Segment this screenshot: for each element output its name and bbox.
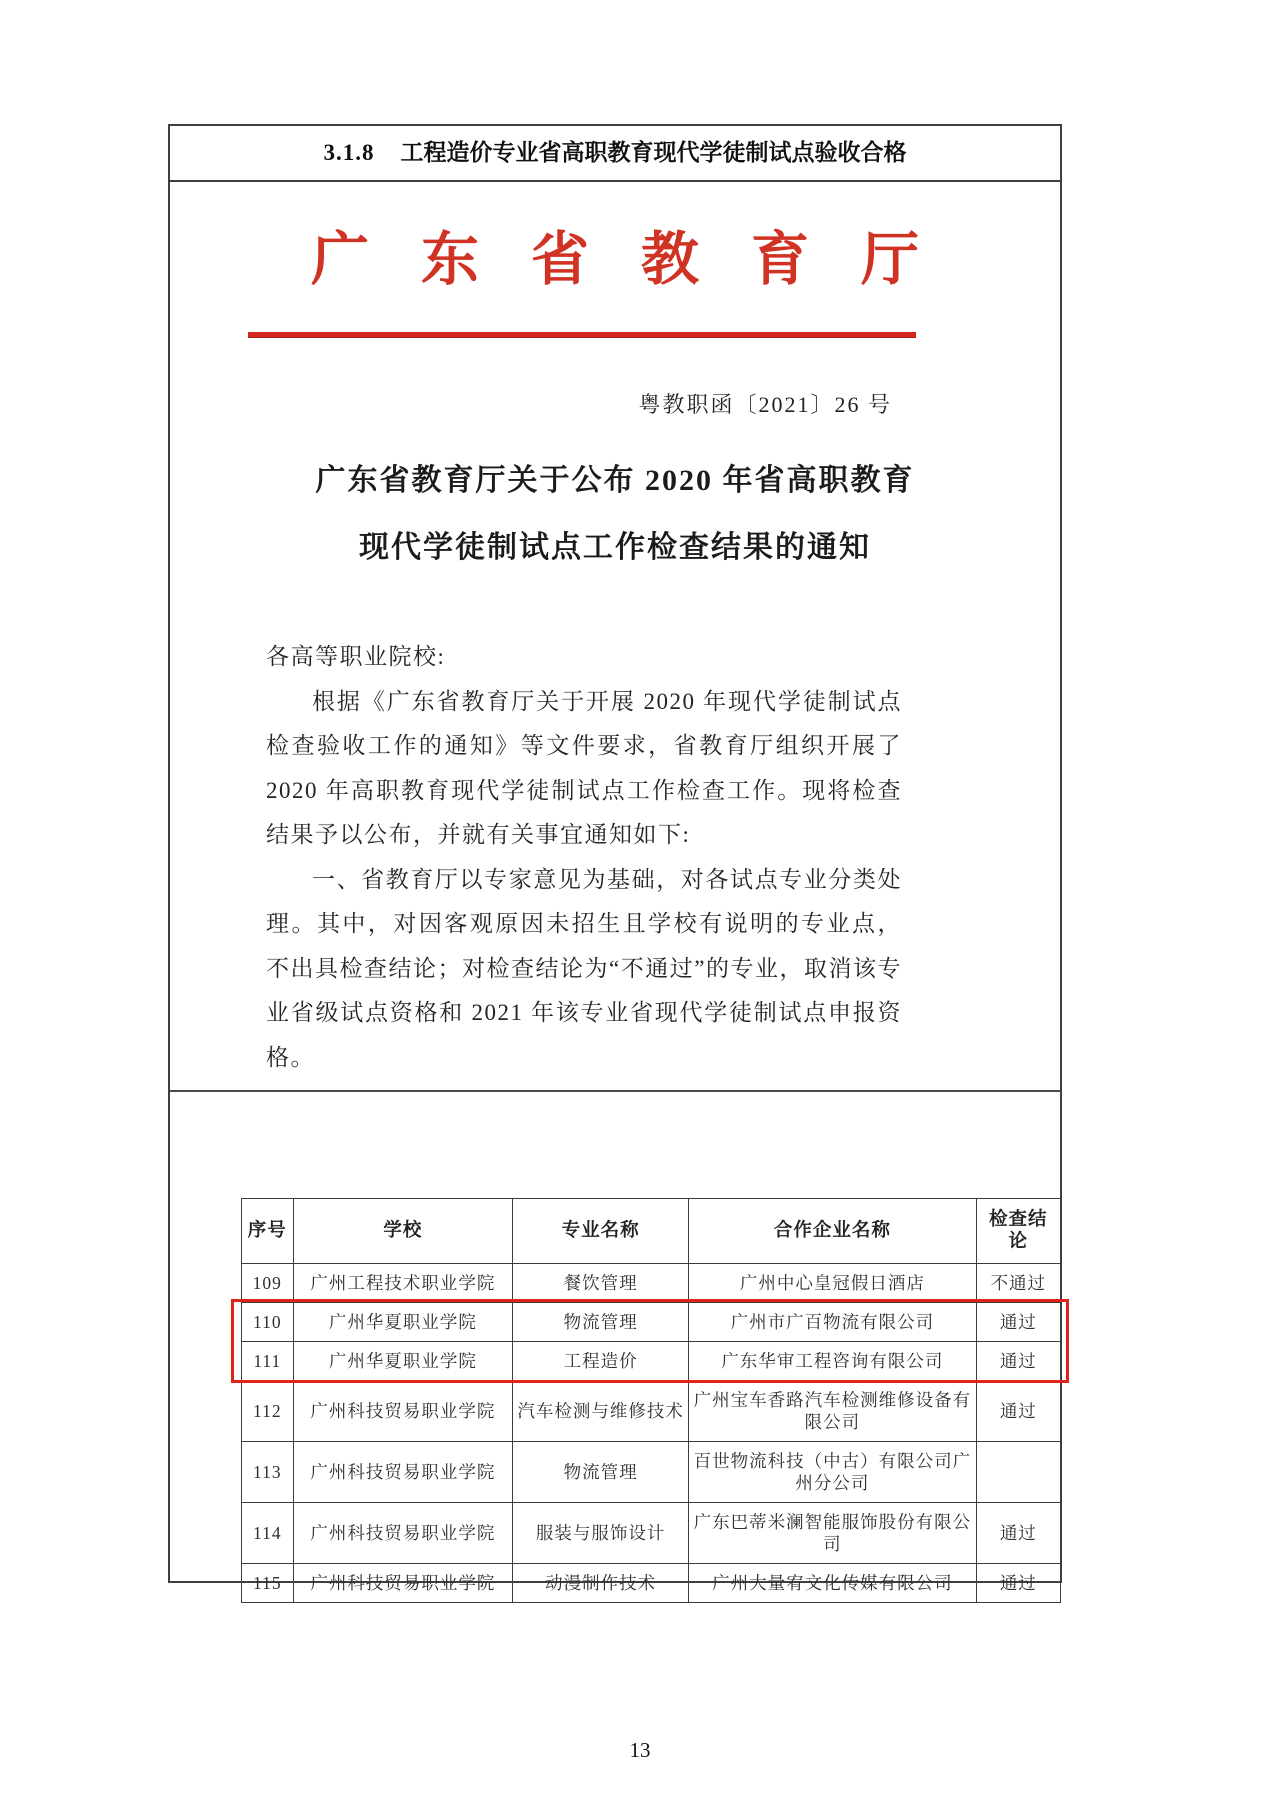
cell-major: 工程造价 xyxy=(513,1342,689,1381)
cell-major: 动漫制作技术 xyxy=(513,1564,689,1603)
table-row xyxy=(242,1564,1061,1603)
cell-company: 广东巴蒂米澜智能服饰股份有限公司 xyxy=(689,1503,976,1564)
cell-result: 通过 xyxy=(976,1342,1060,1381)
cell-school: 广州华夏职业学院 xyxy=(293,1342,512,1381)
cell-school: 广州华夏职业学院 xyxy=(293,1303,512,1342)
cell-company: 广州大量宥文化传媒有限公司 xyxy=(689,1564,976,1603)
document-number: 粤教职函〔2021〕26 号 xyxy=(638,392,892,417)
results-table-body xyxy=(242,1264,1061,1603)
section-number: 3.1.8 xyxy=(323,140,375,165)
cell-result: 通过 xyxy=(976,1564,1060,1603)
cell-index: 112 xyxy=(242,1381,294,1442)
cell-major: 餐饮管理 xyxy=(513,1264,689,1303)
cell-result: 不通过 xyxy=(976,1264,1060,1303)
scan-divider-line xyxy=(170,1090,1060,1092)
cell-index: 111 xyxy=(242,1342,294,1381)
page-number: 13 xyxy=(629,1738,651,1762)
cell-major: 汽车检测与维修技术 xyxy=(513,1381,689,1442)
column-header-result: 检查结论 xyxy=(976,1199,1060,1264)
table-header-row xyxy=(242,1199,1061,1264)
table-row xyxy=(242,1303,1061,1342)
cell-school: 广州科技贸易职业学院 xyxy=(293,1503,512,1564)
table-row xyxy=(242,1264,1061,1303)
paragraph-1: 根据《广东省教育厅关于开展 2020 年现代学徒制试点检查验收工作的通知》等文件要求，省教育厅组织开展了 2020 年高职教育现代学徒制试点工作检查工作。现将检查结果予以公布，并就有关事宜通知如下: xyxy=(266,688,902,847)
table-row xyxy=(242,1342,1061,1381)
salutation: 各高等职业院校: xyxy=(266,644,446,669)
letterhead-agency-name: 广东省教育厅 xyxy=(310,227,971,292)
cell-major: 物流管理 xyxy=(513,1303,689,1342)
cell-school: 广州科技贸易职业学院 xyxy=(293,1381,512,1442)
cell-index: 113 xyxy=(242,1442,294,1503)
document-frame xyxy=(168,124,1062,1593)
cell-company: 广州宝车香路汽车检测维修设备有限公司 xyxy=(689,1381,976,1442)
notice-title-line2: 现代学徒制试点工作检查结果的通知 xyxy=(359,531,871,564)
cell-school: 广州工程技术职业学院 xyxy=(293,1264,512,1303)
cell-company: 广东华审工程咨询有限公司 xyxy=(689,1342,976,1381)
cell-major: 物流管理 xyxy=(513,1442,689,1503)
notice-body xyxy=(266,635,902,1080)
cell-school: 广州科技贸易职业学院 xyxy=(293,1442,512,1503)
column-header-major: 专业名称 xyxy=(513,1199,689,1264)
cell-result: 通过 xyxy=(976,1381,1060,1442)
cell-index: 110 xyxy=(242,1303,294,1342)
cell-result xyxy=(976,1442,1060,1503)
cell-result: 通过 xyxy=(976,1303,1060,1342)
column-header-company: 合作企业名称 xyxy=(689,1199,976,1264)
cell-company: 广州市广百物流有限公司 xyxy=(689,1303,976,1342)
cell-result: 通过 xyxy=(976,1503,1060,1564)
results-table-container xyxy=(241,1198,1061,1603)
table-row xyxy=(242,1381,1061,1442)
cell-index: 114 xyxy=(242,1503,294,1564)
table-row xyxy=(242,1442,1061,1503)
cell-company: 广州中心皇冠假日酒店 xyxy=(689,1264,976,1303)
section-heading xyxy=(170,126,1060,182)
column-header-index: 序号 xyxy=(242,1199,294,1264)
cell-company: 百世物流科技（中古）有限公司广州分公司 xyxy=(689,1442,976,1503)
paragraph-2: 一、省教育厅以专家意见为基础，对各试点专业分类处理。其中，对因客观原因未招生且学校有说明的专业点，不出具检查结论；对检查结论为“不通过”的专业，取消该专业省级试点资格和 2021 年该专业省现代学徒制试点申报资格。 xyxy=(266,866,902,1070)
results-table xyxy=(241,1198,1061,1603)
cell-major: 服装与服饰设计 xyxy=(513,1503,689,1564)
section-title: 工程造价专业省高职教育现代学徒制试点验收合格 xyxy=(400,140,907,165)
notice-title-line1: 广东省教育厅关于公布 2020 年省高职教育 xyxy=(315,464,915,497)
cell-school: 广州科技贸易职业学院 xyxy=(293,1564,512,1603)
cell-index: 115 xyxy=(242,1564,294,1603)
table-row xyxy=(242,1503,1061,1564)
column-header-school: 学校 xyxy=(293,1199,512,1264)
notice-title xyxy=(170,447,1060,581)
cell-index: 109 xyxy=(242,1264,294,1303)
letterhead-red-rule xyxy=(248,332,916,338)
